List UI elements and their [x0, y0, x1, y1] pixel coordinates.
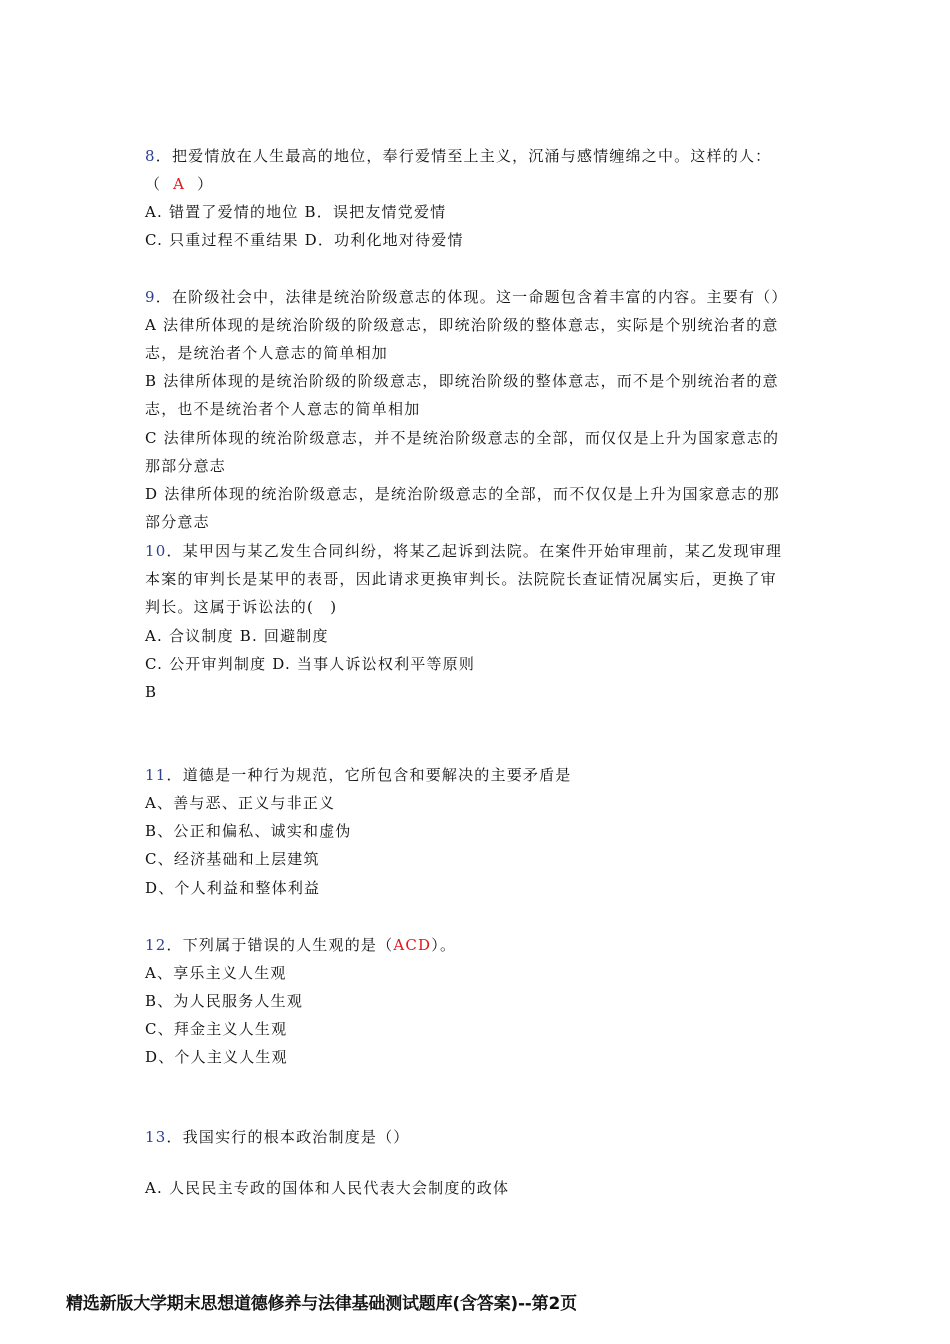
question-9-option-line: 志，是统治者个人意志的简单相加: [145, 344, 389, 362]
question-9-option-line: B 法律所体现的是统治阶级的阶级意志，即统治阶级的整体意志，而不是个别统治者的意: [145, 372, 779, 390]
question-12-option: C、拜金主义人生观: [145, 1020, 288, 1038]
question-12-option: A、享乐主义人生观: [145, 964, 287, 982]
question-11-option: A、善与恶、正义与非正义: [145, 794, 336, 812]
question-12-stem: 12．下列属于错误的人生观的是（ACD）。: [145, 936, 457, 954]
question-number: 13: [145, 1128, 167, 1146]
page-footer: 精选新版大学期末思想道德修养与法律基础测试题库(含答案)--第2页: [66, 1294, 577, 1314]
question-11-option: C、经济基础和上层建筑: [145, 850, 320, 868]
question-number: 9: [145, 288, 156, 306]
question-12-option: D、个人主义人生观: [145, 1048, 288, 1066]
question-13-stem: 13．我国实行的根本政治制度是（）: [145, 1128, 410, 1146]
question-9-option-line: 那部分意志: [145, 457, 227, 475]
question-11-stem: 11．道德是一种行为规范，它所包含和要解决的主要矛盾是: [145, 766, 572, 784]
question-number: 11: [145, 766, 167, 784]
question-10-stem-line: 本案的审判长是某甲的表哥，因此请求更换审判长。法院院长查证情况属实后，更换了审: [145, 570, 777, 588]
question-8-options-cd: C. 只重过程不重结果 D．功利化地对待爱情: [145, 231, 464, 249]
question-9-option-line: 志，也不是统治者个人意志的简单相加: [145, 400, 421, 418]
question-9-option-line: 部分意志: [145, 513, 210, 531]
question-13-option-a: A. 人民民主专政的国体和人民代表大会制度的政体: [145, 1179, 510, 1197]
question-8-options-ab: A. 错置了爱情的地位 B．误把友情党爱情: [145, 203, 447, 221]
question-10-options-ab: A. 合议制度 B. 回避制度: [145, 627, 329, 645]
question-9-option-line: C 法律所体现的统治阶级意志，并不是统治阶级意志的全部，而仅仅是上升为国家意志的: [145, 429, 780, 447]
question-number: 12: [145, 936, 167, 954]
question-8-stem: 8．把爱情放在人生最高的地位，奉行爱情至上主义，沉涌与感情缠绵之中。这样的人：: [145, 147, 772, 165]
question-number: 8: [145, 147, 156, 165]
question-9-option-line: D 法律所体现的统治阶级意志，是统治阶级意志的全部，而不仅仅是上升为国家意志的那: [145, 485, 780, 503]
question-10-stem: 10．某甲因与某乙发生合同纠纷，将某乙起诉到法院。在案件开始审理前，某乙发现审理: [145, 542, 783, 560]
question-11-option: B、公正和偏私、诚实和虚伪: [145, 822, 352, 840]
question-10-answer: B: [145, 683, 158, 701]
question-9-option-line: A 法律所体现的是统治阶级的阶级意志，即统治阶级的整体意志，实际是个别统治者的意: [145, 316, 779, 334]
question-8-answer-line: （ A ）: [145, 175, 214, 193]
question-10-stem-line: 判长。这属于诉讼法的( ): [145, 598, 338, 616]
answer-label: A: [173, 175, 186, 193]
question-9-stem: 9．在阶级社会中，法律是统治阶级意志的体现。这一命题包含着丰富的内容。主要有（）: [145, 288, 788, 306]
question-10-options-cd: C. 公开审判制度 D. 当事人诉讼权利平等原则: [145, 655, 476, 673]
question-number: 10: [145, 542, 167, 560]
answer-label: ACD: [393, 936, 432, 954]
question-12-option: B、为人民服务人生观: [145, 992, 304, 1010]
question-11-option: D、个人利益和整体利益: [145, 879, 321, 897]
